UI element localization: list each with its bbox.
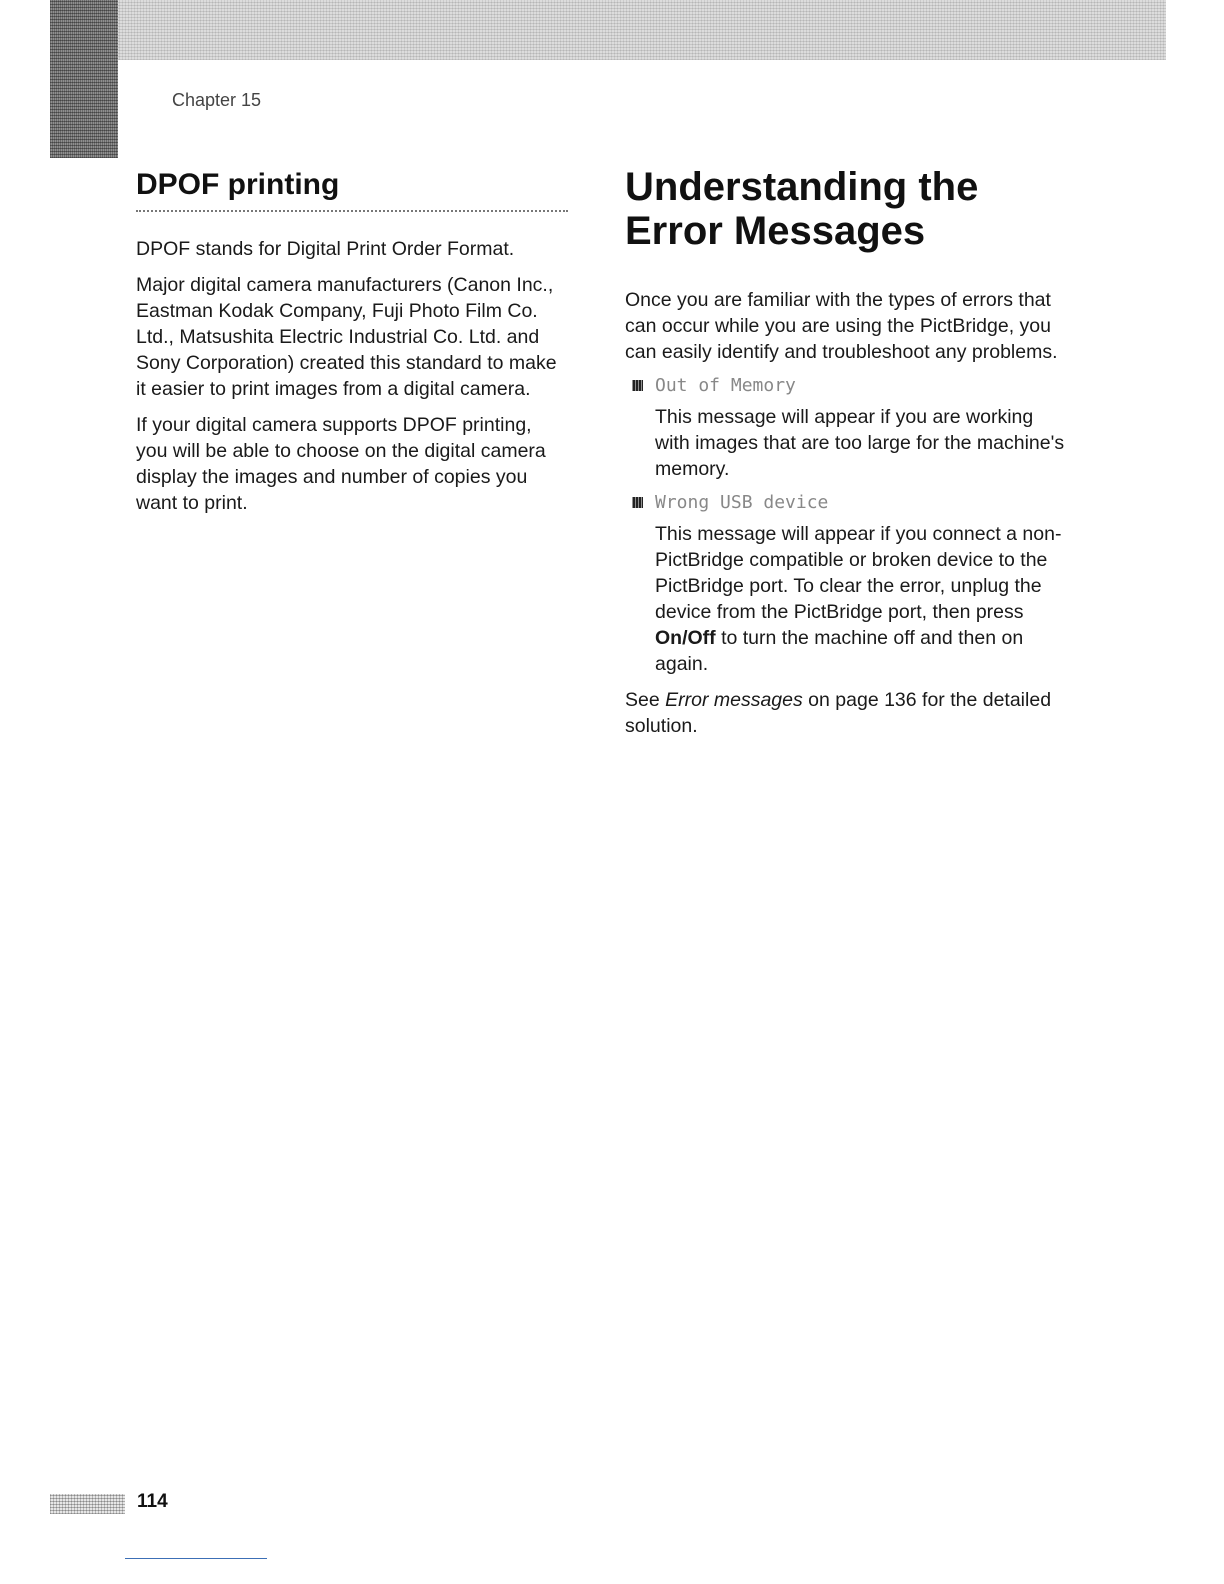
footer-rule [125,1558,267,1559]
bullet-icon [632,497,643,508]
dpof-paragraph: DPOF stands for Digital Print Order Format. [136,238,515,260]
page-number: 114 [137,1491,168,1512]
chapter-label: Chapter 15 [172,90,262,110]
error-messages-title [625,165,1065,253]
dpof-paragraph: If your digital camera supports DPOF printing, you will be able to choose on the digital camera display the images and number of copies you want to print. [136,414,546,514]
bullet-icon [632,380,643,391]
see-suffix: on page 136 for the detailed solution. [625,689,1052,737]
error-messages-link[interactable]: Error messages [665,689,803,711]
intro-paragraph: Once you are familiar with the types of errors that can occur while you are using the PictBridge, you can easily identify and troubleshoot any problems. [625,289,1058,363]
error-desc-text: This message will appear if you connect a non-PictBridge compatible or broken device to the PictBridge port. To clear the error, unplug the device from the PictBridge port, then press [655,523,1062,623]
error-desc-text: to turn the machine off and then on again. [655,627,1024,675]
error-item-out-of-memory [632,375,1065,396]
title-line-2: Error Messages [625,209,926,253]
dpof-section [136,168,568,526]
dpof-paragraph: Major digital camera manufacturers (Canon Inc., Eastman Kodak Company, Fuji Photo Film Co. Ltd., Matsushita Electric Industrial Co. Ltd. and Sony Corporation) created this standard to make it easier to print images from a digital camera. [136,274,557,400]
see-prefix: See [625,689,660,711]
footer-decoration [50,1494,125,1514]
on-off-key: On/Off [655,627,716,649]
see-also-paragraph [625,687,1065,739]
error-description: This message will appear if you are working with images that are too large for the machine's memory. [655,406,1065,480]
error-messages-section [625,165,1065,749]
error-description [655,521,1065,677]
title-line-1: Understanding the [625,165,979,209]
error-code: Wrong USB device [655,492,829,513]
dpof-title: DPOF printing [136,168,568,212]
chapter-tab [50,0,118,158]
error-item-wrong-usb [632,492,1065,513]
error-code: Out of Memory [655,375,796,396]
header-band [50,0,1166,60]
